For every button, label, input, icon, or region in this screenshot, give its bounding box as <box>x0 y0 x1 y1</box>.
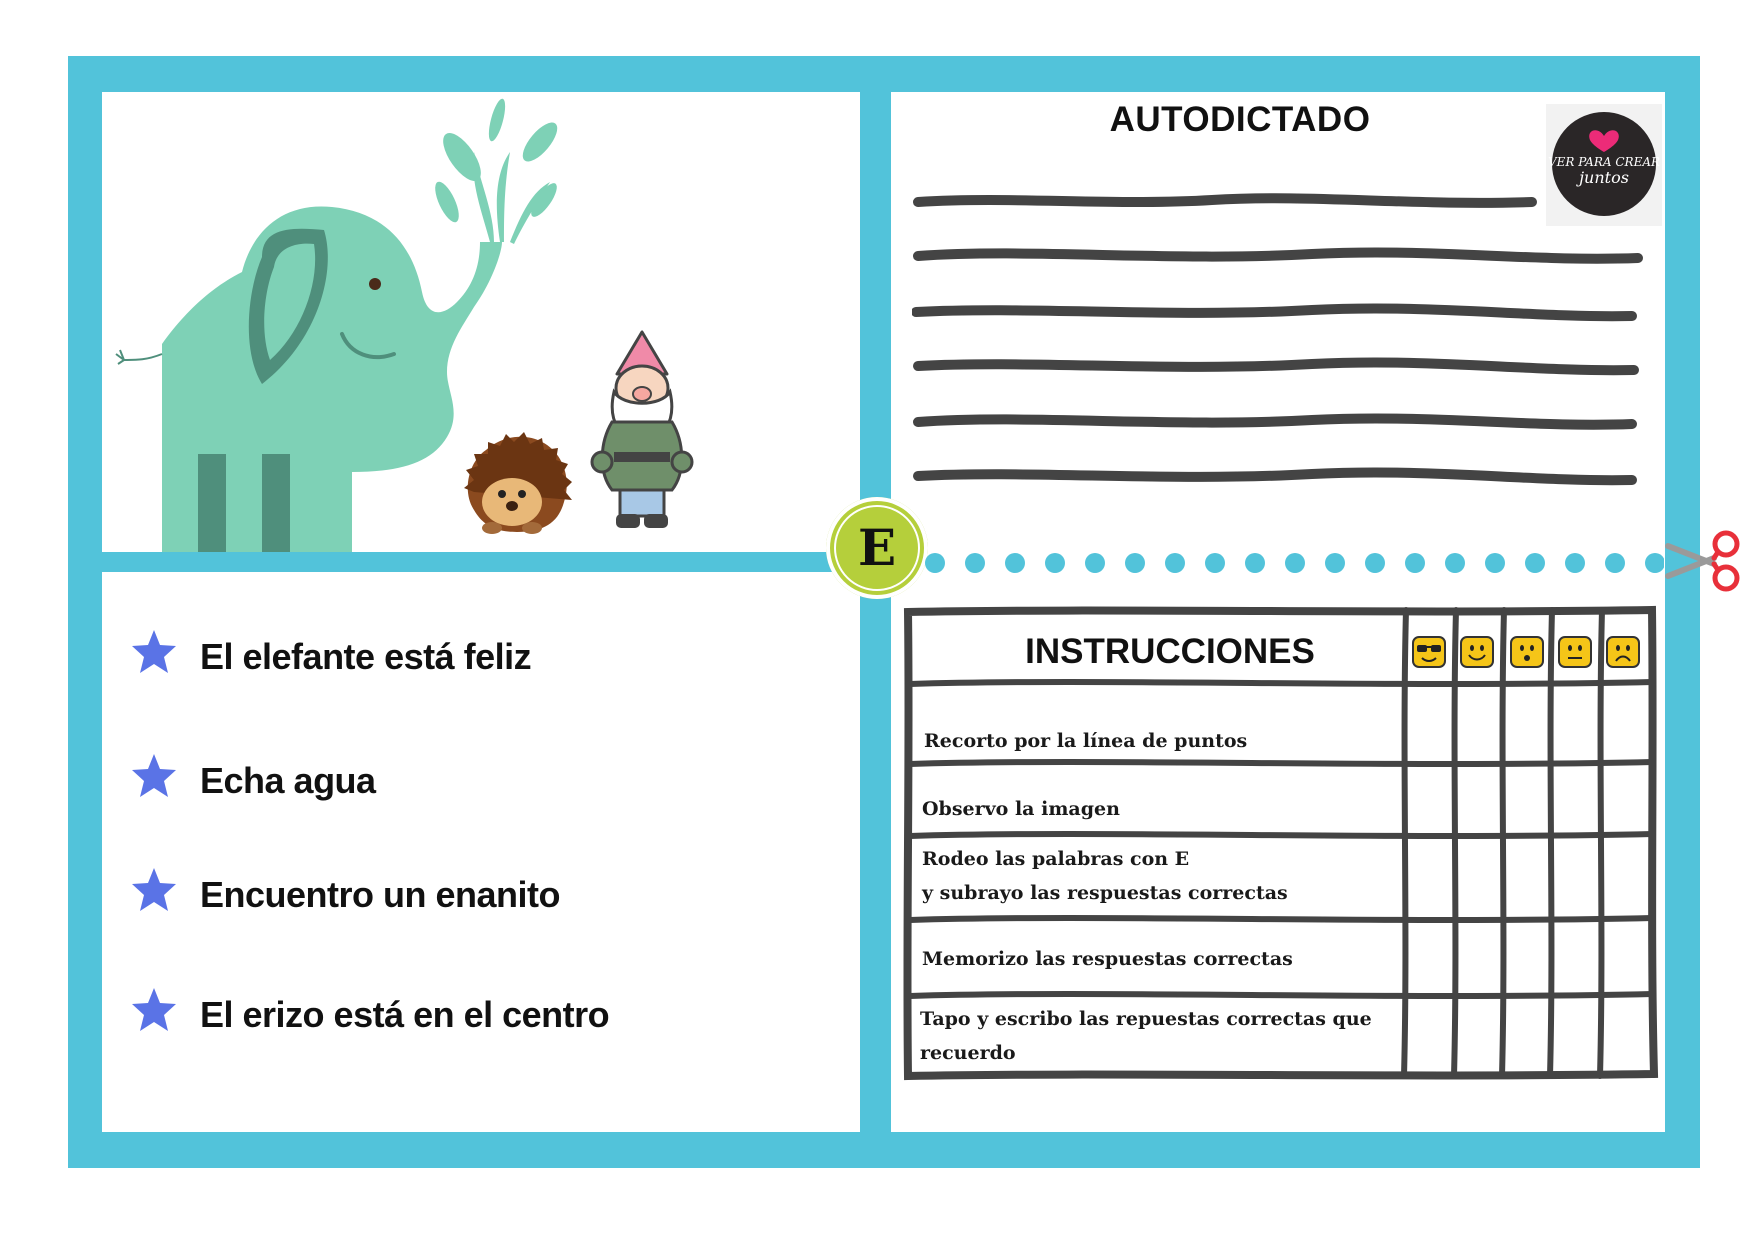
instructions-title: INSTRUCCIONES <box>1025 632 1315 671</box>
star-icon <box>130 986 178 1034</box>
sentence-text: El erizo está en el centro <box>200 994 610 1035</box>
instruction-step: Memorizo las respuestas correctas <box>922 948 1293 970</box>
writing-line <box>918 472 1632 480</box>
dictation-title: AUTODICTADO <box>1109 100 1371 139</box>
sad-face-icon <box>1606 636 1640 668</box>
cool-face-icon <box>1412 636 1446 668</box>
star-icon <box>130 628 178 676</box>
sentence-text: El elefante está feliz <box>200 636 532 677</box>
hedgehog-icon <box>464 432 572 534</box>
smile-face-icon <box>1460 636 1494 668</box>
instruction-step: Observo la imagen <box>922 798 1120 820</box>
illustration <box>102 92 860 552</box>
instruction-step: Tapo y escribo las repuestas correctas que <box>920 1008 1372 1030</box>
letter-badge <box>826 497 928 599</box>
logo-line1: VER PARA CREAR <box>1547 155 1661 169</box>
writing-line <box>918 362 1634 370</box>
instruction-step: Rodeo las palabras con E <box>922 848 1190 870</box>
writing-lines <box>912 178 1652 518</box>
instruction-step-cont: recuerdo <box>920 1042 1016 1064</box>
gnome-icon <box>592 332 692 528</box>
instruction-step: Recorto por la línea de puntos <box>924 730 1248 752</box>
elephant-icon <box>116 206 502 552</box>
water-spray-icon <box>430 97 563 244</box>
sentence-text: Echa agua <box>200 760 376 801</box>
neutral-face-icon <box>1558 636 1592 668</box>
writing-line <box>918 252 1638 258</box>
logo-line2: juntos <box>1579 168 1629 187</box>
cut-line <box>924 552 1664 574</box>
surprised-face-icon <box>1510 636 1544 668</box>
letter-badge-text: E <box>834 505 920 591</box>
star-icon <box>130 752 178 800</box>
scissors-icon <box>1664 526 1742 596</box>
writing-line <box>918 418 1632 424</box>
writing-line <box>916 308 1632 316</box>
writing-line <box>918 198 1532 203</box>
sentence-text: Encuentro un enanito <box>200 874 561 915</box>
instruction-step-cont: y subrayo las respuestas correctas <box>922 882 1288 904</box>
star-icon <box>130 866 178 914</box>
